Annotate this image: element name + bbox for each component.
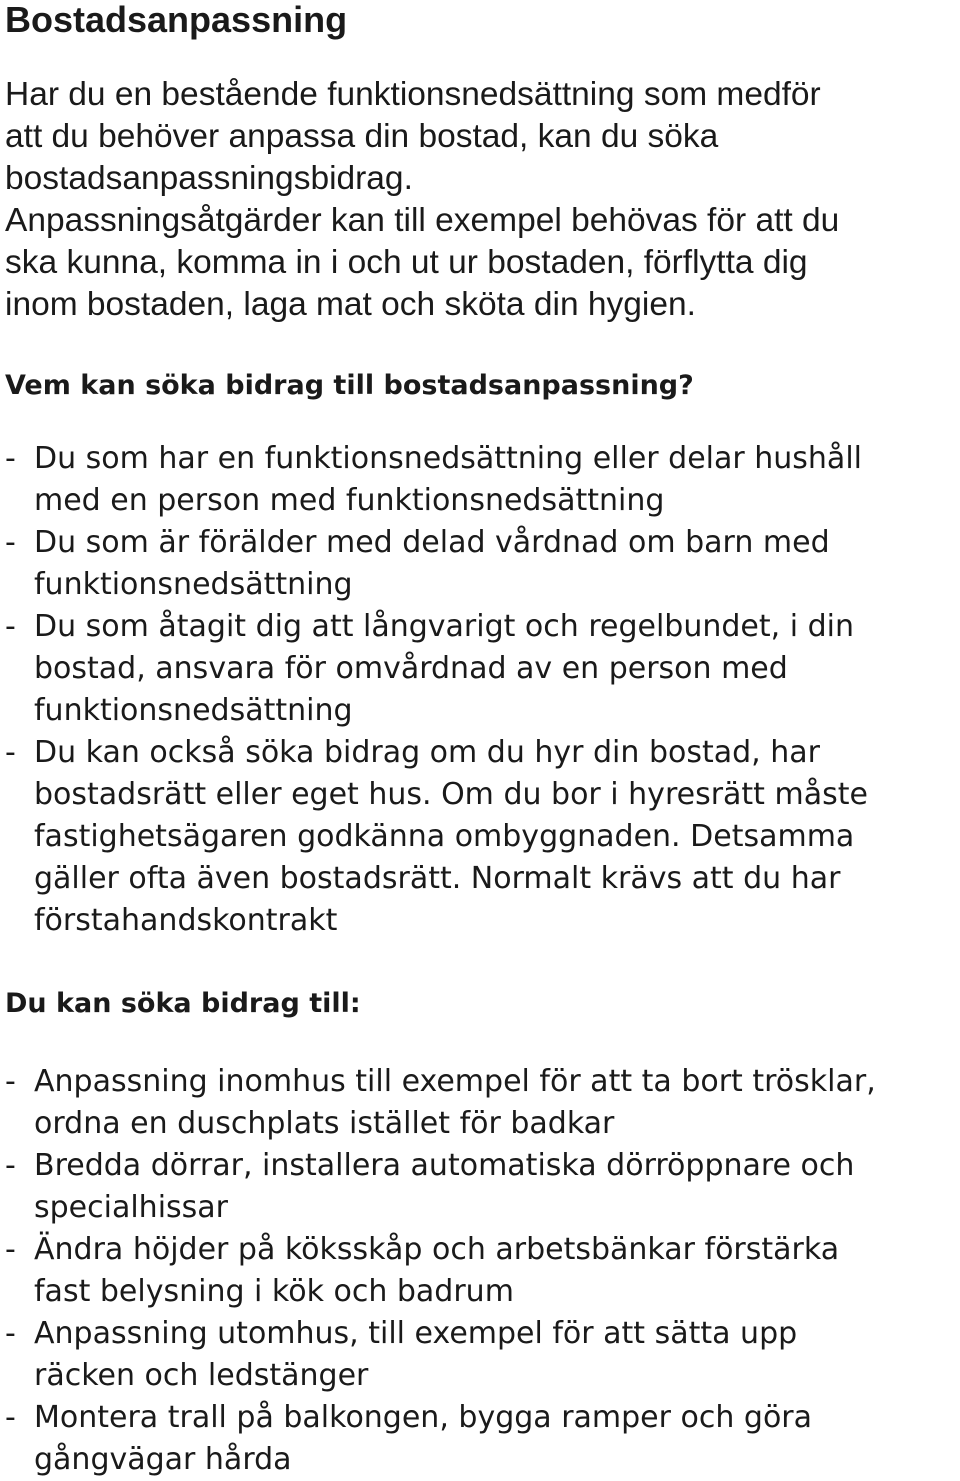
list-item bbox=[0, 522, 868, 606]
intro-line: att du behöver anpassa din bostad, kan du söka bbox=[5, 118, 719, 155]
list-item-line: gäller ofta även bostadsrätt. Normalt krävs att du har bbox=[34, 861, 841, 896]
list-item-line: gångvägar hårda bbox=[34, 1442, 292, 1477]
page-title: Bostadsanpassning bbox=[5, 0, 348, 40]
list-item-line: förstahandskontrakt bbox=[34, 903, 338, 938]
intro-paragraph bbox=[5, 74, 839, 326]
what-to-apply-for-list bbox=[0, 1061, 876, 1481]
list-item-line: Du som har en funktionsnedsättning eller delar hushåll bbox=[34, 441, 862, 476]
list-item-line: Anpassning inomhus till exempel för att ta bort trösklar, bbox=[34, 1064, 876, 1099]
list-item-line: bostadsrätt eller eget hus. Om du bor i hyresrätt måste bbox=[34, 777, 868, 812]
list-bullet: - bbox=[5, 441, 16, 476]
list-bullet: - bbox=[5, 735, 16, 770]
list-item bbox=[0, 1313, 876, 1397]
list-item bbox=[0, 438, 868, 522]
list-bullet: - bbox=[5, 525, 16, 560]
list-item bbox=[0, 1061, 876, 1145]
intro-line: Anpassningsåtgärder kan till exempel behövas för att du bbox=[5, 202, 840, 239]
list-item-line: fast belysning i kök och badrum bbox=[34, 1274, 514, 1309]
list-bullet: - bbox=[5, 1064, 16, 1099]
list-bullet: - bbox=[5, 1232, 16, 1267]
intro-line: ska kunna, komma in i och ut ur bostaden, förflytta dig bbox=[5, 244, 808, 281]
list-bullet: - bbox=[5, 1148, 16, 1183]
section-heading-who: Vem kan söka bidrag till bostadsanpassning? bbox=[5, 370, 694, 401]
list-item-line: bostad, ansvara för omvårdnad av en person med bbox=[34, 651, 788, 686]
list-item-line: funktionsnedsättning bbox=[34, 567, 353, 602]
list-item-line: Ändra höjder på köksskåp och arbetsbänkar förstärka bbox=[34, 1232, 840, 1267]
intro-line: inom bostaden, laga mat och sköta din hygien. bbox=[5, 286, 696, 323]
list-item-line: Montera trall på balkongen, bygga ramper och göra bbox=[34, 1400, 813, 1435]
list-item-line: funktionsnedsättning bbox=[34, 693, 353, 728]
list-item-line: med en person med funktionsnedsättning bbox=[34, 483, 665, 518]
list-item-line: specialhissar bbox=[34, 1190, 229, 1225]
list-item-line: räcken och ledstänger bbox=[34, 1358, 369, 1393]
list-item-line: ordna en duschplats istället för badkar bbox=[34, 1106, 615, 1141]
list-bullet: - bbox=[5, 1400, 16, 1435]
intro-line: bostadsanpassningsbidrag. bbox=[5, 160, 413, 197]
list-bullet: - bbox=[5, 1316, 16, 1351]
list-item bbox=[0, 1397, 876, 1481]
list-item-line: Bredda dörrar, installera automatiska dörröppnare och bbox=[34, 1148, 855, 1183]
list-item bbox=[0, 606, 868, 732]
list-item bbox=[0, 1229, 876, 1313]
list-item-line: Du kan också söka bidrag om du hyr din bostad, har bbox=[34, 735, 820, 770]
list-item-line: Du som är förälder med delad vårdnad om barn med bbox=[34, 525, 830, 560]
intro-line: Har du en bestående funktionsnedsättning som medför bbox=[5, 76, 821, 113]
list-item-line: Anpassning utomhus, till exempel för att sätta upp bbox=[34, 1316, 798, 1351]
list-item-line: fastighetsägaren godkänna ombyggnaden. Detsamma bbox=[34, 819, 855, 854]
section-heading-what: Du kan söka bidrag till: bbox=[5, 988, 361, 1019]
list-item bbox=[0, 732, 868, 942]
list-item-line: Du som åtagit dig att långvarigt och regelbundet, i din bbox=[34, 609, 854, 644]
list-bullet: - bbox=[5, 609, 16, 644]
list-item bbox=[0, 1145, 876, 1229]
who-can-apply-list bbox=[0, 438, 868, 942]
